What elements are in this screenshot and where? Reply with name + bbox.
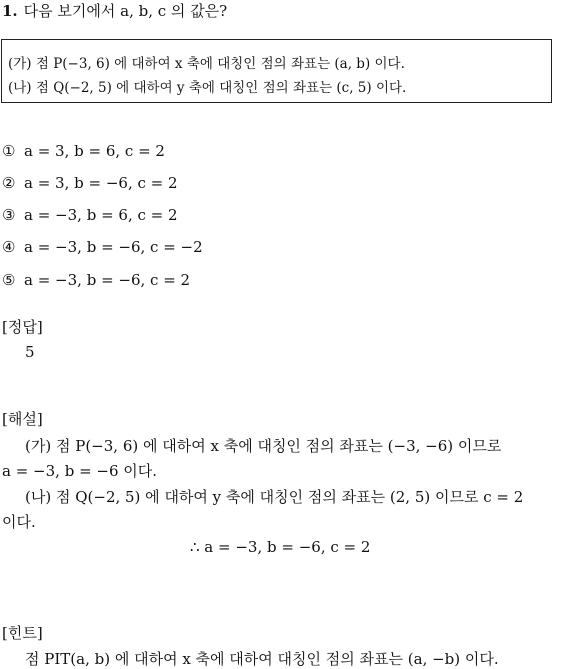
choice-mark: ② [2,174,16,192]
hint-text: 점 PIT(a, b) 에 대하여 x 축에 대하여 대칭인 점의 좌표는 (a, −b) 이다. [25,650,499,668]
choice-2[interactable] [2,174,178,192]
question-text: 다음 보기에서 a, b, c 의 값은? [23,2,228,20]
choice-text: a = 3, b = 6, c = 2 [24,142,165,160]
choice-text: a = 3, b = −6, c = 2 [24,174,178,192]
question [2,0,227,21]
choice-5[interactable] [2,271,190,289]
choice-mark: ① [2,142,16,160]
explanation-line-1: (가) 점 P(−3, 6) 에 대하여 x 축에 대칭인 점의 좌표는 (−3, −6) 이므로 [25,437,502,455]
explanation-heading: [해설] [2,410,43,428]
choice-1[interactable] [2,142,165,160]
choice-text: a = −3, b = 6, c = 2 [24,206,178,224]
choice-text: a = −3, b = −6, c = 2 [24,271,191,289]
answer-heading: [정답] [2,318,43,336]
answer-value: 5 [25,343,35,361]
explanation-line-4: 이다. [2,513,36,531]
explanation-line-3: (나) 점 Q(−2, 5) 에 대하여 y 축에 대칭인 점의 좌표는 (2, 5) 이므로 c = 2 [25,488,524,506]
question-number: 1. [2,2,18,20]
explanation-conclusion: ∴ a = −3, b = −6, c = 2 [190,538,371,556]
hint-heading: [힌트] [2,624,43,642]
choice-mark: ③ [2,206,16,224]
choice-text: a = −3, b = −6, c = −2 [24,238,203,256]
choice-mark: ⑤ [2,271,16,289]
condition-ga: (가) 점 P(−3, 6) 에 대하여 x 축에 대칭인 점의 좌표는 (a, b) 이다. [8,56,405,72]
condition-na: (나) 점 Q(−2, 5) 에 대하여 y 축에 대칭인 점의 좌표는 (c, 5) 이다. [8,80,407,96]
choice-mark: ④ [2,238,16,256]
choice-3[interactable] [2,206,178,224]
given-conditions-box [1,39,552,103]
choice-4[interactable] [2,238,203,256]
explanation-line-2: a = −3, b = −6 이다. [2,462,158,480]
